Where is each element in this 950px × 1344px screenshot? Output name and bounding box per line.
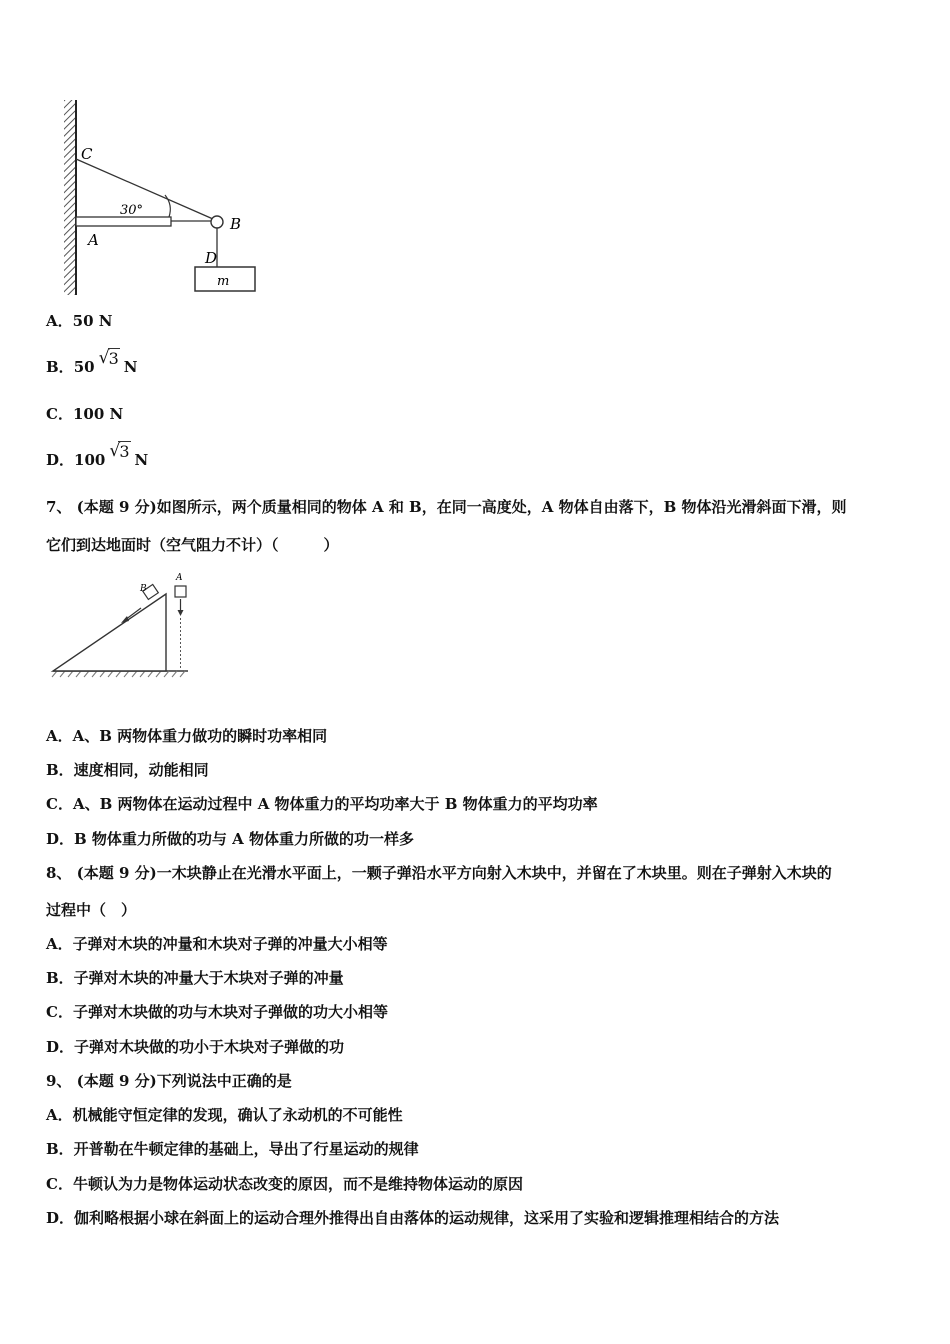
label-c: C	[81, 145, 93, 163]
q7-option-d: D．B 物体重力所做的功与 A 物体重力所做的功一样多	[46, 830, 414, 848]
q8-option-a: A．子弹对木块的冲量和木块对子弹的冲量大小相等	[46, 935, 388, 953]
q9-stem: 9、 (本题 9 分)下列说法中正确的是	[46, 1072, 292, 1090]
q8-option-b: B．子弹对木块的冲量大于木块对子弹的冲量	[46, 969, 344, 987]
label-angle: 30°	[120, 203, 144, 218]
q6-option-d: D．100 √ 3 N	[46, 441, 149, 469]
block-a	[175, 586, 186, 597]
point-b-circle	[211, 216, 223, 228]
label-mass: m	[217, 274, 230, 289]
q8-option-c: C．子弹对木块做的功与木块对子弹做的功大小相等	[46, 1003, 388, 1021]
sqrt-symbol: √ 3	[109, 441, 130, 461]
q7-stem-line1: 7、 (本题 9 分)如图所示，两个质量相同的物体 A 和 B，在同一高度处，A 物体自由落下，B 物体沿光滑斜面下滑，则	[46, 498, 847, 516]
q7-option-a: A．A、B 两物体重力做功的瞬时功率相同	[46, 727, 328, 745]
label-b: B	[230, 215, 242, 233]
q7-stem-line2: 它们到达地面时（空气阻力不计）（ ）	[46, 536, 339, 554]
q9-option-b: B．开普勒在牛顿定律的基础上，导出了行星运动的规律	[46, 1140, 419, 1158]
q7-option-b: B．速度相同，动能相同	[46, 761, 209, 779]
label-d: D	[205, 249, 218, 267]
q9-option-a: A．机械能守恒定律的发现，确认了永动机的不可能性	[46, 1106, 403, 1124]
q6-option-c: C．100 N	[46, 405, 124, 423]
label-a-incline: A	[176, 573, 183, 583]
label-a: A	[88, 231, 99, 249]
q8-stem-line2: 过程中（ ）	[46, 901, 137, 919]
label-b-incline: B	[140, 584, 147, 594]
wall-rod-rope-figure	[55, 95, 285, 305]
incline-figure	[45, 570, 195, 685]
rod-ab	[76, 217, 171, 226]
sqrt-symbol: √ 3	[98, 348, 119, 368]
q6-option-a: A．50 N	[46, 312, 113, 330]
q8-stem-line1: 8、 (本题 9 分)一木块静止在光滑水平面上，一颗子弹沿水平方向射入木块中，并留在了木块里。则在子弹射入木块的	[46, 864, 832, 882]
q8-option-d: D．子弹对木块做的功小于木块对子弹做的功	[46, 1038, 345, 1056]
q9-option-d: D．伽利略根据小球在斜面上的运动合理外推得出自由落体的运动规律，这采用了实验和逻辑推理相结合的方法	[46, 1209, 780, 1227]
rope-cb	[76, 159, 213, 219]
wall-hatching	[64, 100, 76, 295]
incline-triangle	[53, 594, 166, 671]
q7-option-c: C．A、B 两物体在运动过程中 A 物体重力的平均功率大于 B 物体重力的平均功率	[46, 795, 598, 813]
q6-option-b: B．50 √ 3 N	[46, 348, 138, 376]
q9-option-c: C．牛顿认为力是物体运动状态改变的原因，而不是维持物体运动的原因	[46, 1175, 523, 1193]
